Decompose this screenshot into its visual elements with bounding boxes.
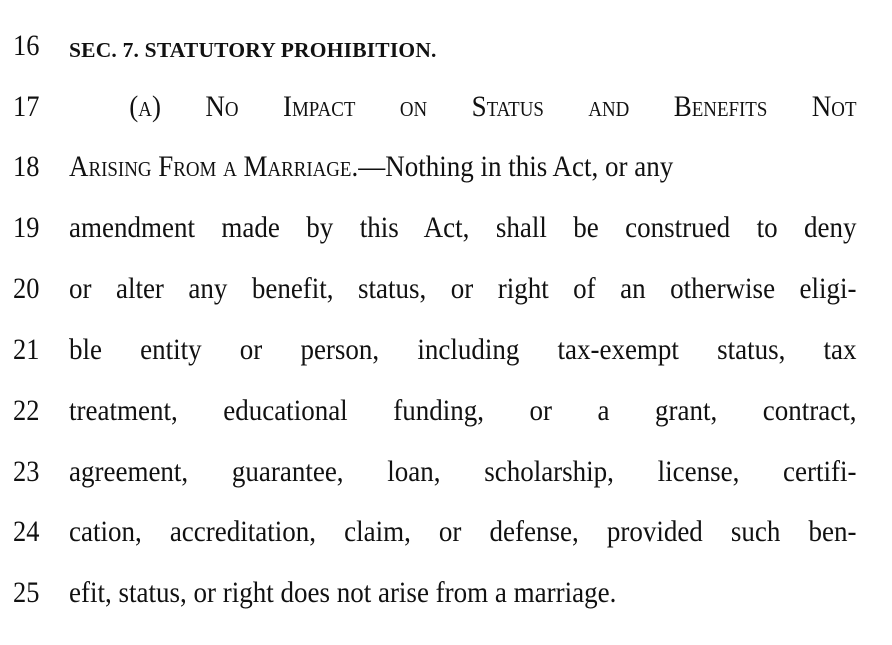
line-text bbox=[69, 137, 778, 197]
line-number: 24 bbox=[13, 515, 40, 548]
line-text: amendment made by this Act, shall be construed to deny bbox=[69, 211, 857, 244]
line-text-body: —Nothing in this Act, or any bbox=[358, 150, 674, 183]
line-number: 21 bbox=[13, 333, 40, 366]
line-number: 19 bbox=[13, 211, 40, 244]
line-number: 18 bbox=[13, 150, 40, 183]
document-line-25 bbox=[0, 576, 892, 645]
line-number: 22 bbox=[13, 394, 40, 427]
line-text: ble entity or person, including tax-exempt status, tax bbox=[69, 333, 857, 366]
line-text: agreement, guarantee, loan, scholarship, license, certifi- bbox=[69, 455, 857, 488]
line-text: or alter any benefit, status, or right of an otherwise eligi- bbox=[69, 272, 857, 305]
line-number: 25 bbox=[13, 576, 40, 609]
line-text: cation, accreditation, claim, or defense, provided such ben- bbox=[69, 515, 857, 548]
line-text: treatment, educational funding, or a grant, contract, bbox=[69, 394, 857, 427]
subsection-heading-continued: Arising From a Marriage. bbox=[69, 150, 359, 183]
line-number: 23 bbox=[13, 455, 40, 488]
section-heading: SEC. 7. STATUTORY PROHIBITION. bbox=[69, 38, 437, 62]
subsection-heading: (a) No Impact on Status and Benefits Not bbox=[129, 90, 857, 123]
line-text: efit, status, or right does not arise from a marriage. bbox=[69, 576, 617, 609]
line-number: 17 bbox=[13, 90, 40, 123]
line-number: 16 bbox=[13, 29, 40, 62]
line-number: 20 bbox=[13, 272, 40, 305]
